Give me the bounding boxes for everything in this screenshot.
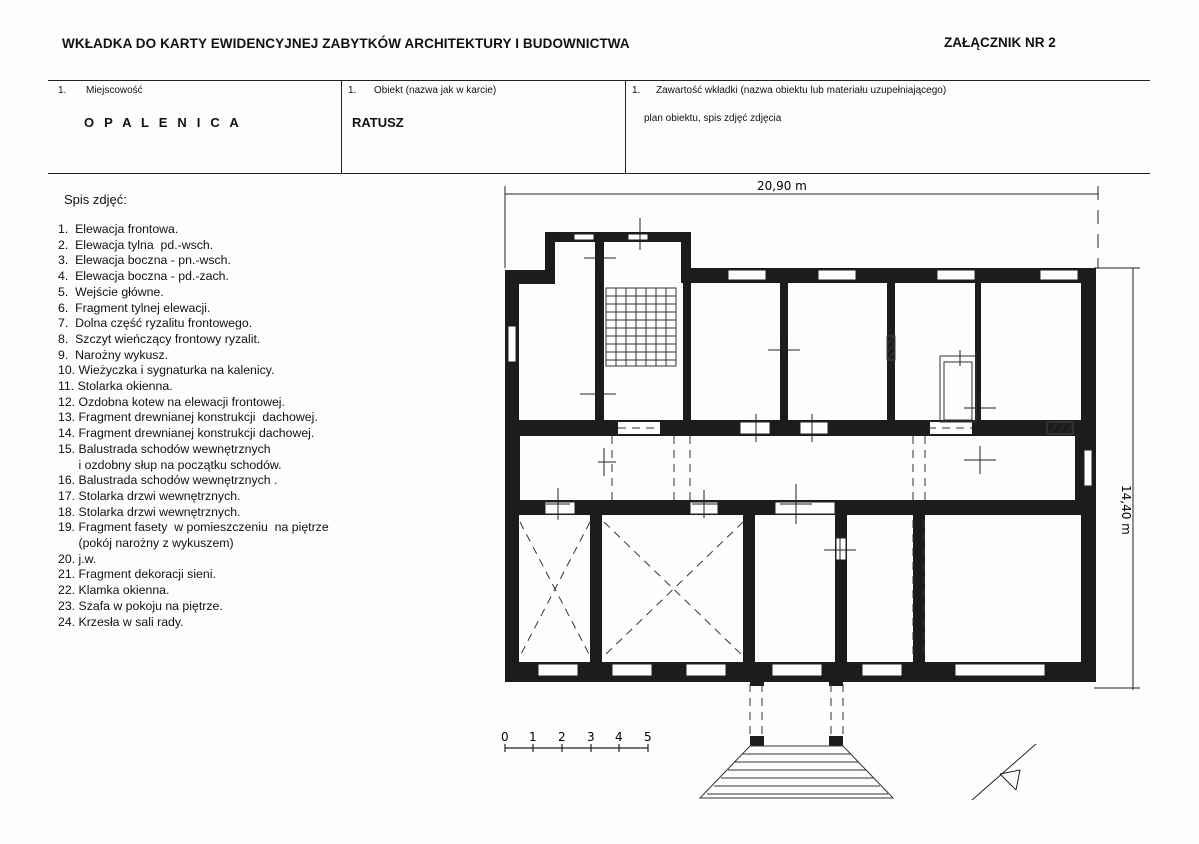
- photo-list-item: (pokój narożny z wykuszem): [58, 536, 234, 551]
- photo-list-item: 16. Balustrada schodów wewnętrznych .: [58, 473, 278, 488]
- scale-tick-label: 5: [644, 730, 652, 744]
- scale-tick-label: 4: [615, 730, 623, 744]
- photo-list-item: 4. Elewacja boczna - pd.-zach.: [58, 269, 229, 284]
- object-label: Obiekt (nazwa jak w karcie): [374, 85, 497, 96]
- photo-list-item: i ozdobny słup na początku schodów.: [58, 457, 282, 472]
- photo-list-item: 24. Krzesła w sali rady.: [58, 614, 184, 629]
- photo-list-heading: Spis zdjęć:: [64, 192, 127, 207]
- contents-value: plan obiektu, spis zdjęć zdjęcia: [644, 113, 782, 124]
- place-value: O P A L E N I C A: [84, 115, 242, 130]
- photo-list-item: 11. Stolarka okienna.: [58, 379, 173, 394]
- photo-list-item: 3. Elewacja boczna - pn.-wsch.: [58, 253, 231, 268]
- photo-list-item: 2. Elewacja tylna pd.-wsch.: [58, 237, 214, 252]
- document-title: WKŁADKA DO KARTY EWIDENCYJNEJ ZABYTKÓW ARCHITEKTURY I BUDOWNICTWA: [62, 36, 630, 51]
- scale-tick-label: 3: [587, 730, 595, 744]
- photo-list-item: 13. Fragment drewnianej konstrukcji dachowej.: [58, 410, 318, 425]
- photo-list-item: 7. Dolna część ryzalitu frontowego.: [58, 316, 253, 331]
- scale-tick-label: 0: [501, 730, 509, 744]
- place-label: Miejscowość: [86, 85, 143, 96]
- object-number: 1.: [348, 85, 357, 96]
- photo-list-item: 15. Balustrada schodów wewnętrznych: [58, 441, 271, 456]
- photo-list-item: 10. Wieżyczka i sygnaturka na kalenicy.: [58, 363, 275, 378]
- photo-list-item: 21. Fragment dekoracji sieni.: [58, 567, 216, 582]
- contents-number: 1.: [632, 85, 641, 96]
- photo-list-item: 1. Elewacja frontowa.: [58, 222, 179, 236]
- north-arrow-icon: [972, 744, 1036, 800]
- photo-list-item: 8. Szczyt wieńczący frontowy ryzalit.: [58, 331, 261, 346]
- photo-list-item: 19. Fragment fasety w pomieszczeniu na piętrze: [58, 520, 329, 535]
- place-number: 1.: [58, 85, 67, 96]
- photo-list-item: 6. Fragment tylnej elewacji.: [58, 300, 211, 315]
- object-value: RATUSZ: [352, 115, 404, 130]
- scale-tick-label: 2: [558, 730, 566, 744]
- photo-list-item: 5. Wejście główne.: [58, 284, 164, 299]
- photo-list-item: 23. Szafa w pokoju na piętrze.: [58, 598, 223, 613]
- annex-label: ZAŁĄCZNIK NR 2: [944, 35, 1056, 50]
- scale-tick-label: 1: [529, 730, 537, 744]
- scale-labels: [501, 730, 652, 744]
- scale-bar: [505, 744, 648, 752]
- photo-list-item: 20. j.w.: [58, 551, 97, 566]
- photo-list-item: 9. Narożny wykusz.: [58, 347, 169, 362]
- depth-dimension-label: 14,40 m: [1119, 485, 1133, 535]
- photo-list-item: 12. Ozdobna kotew na elewacji frontowej.: [58, 394, 285, 409]
- photo-list-item: 18. Stolarka drzwi wewnętrznych.: [58, 504, 241, 519]
- contents-label: Zawartość wkładki (nazwa obiektu lub materiału uzupełniającego): [656, 85, 947, 96]
- photo-list-item: 14. Fragment drewnianej konstrukcji dachowej.: [58, 426, 315, 441]
- width-dimension-label: 20,90 m: [757, 179, 807, 193]
- photo-list-item: 17. Stolarka drzwi wewnętrznych.: [58, 488, 241, 503]
- photo-list-item: 22. Klamka okienna.: [58, 583, 170, 598]
